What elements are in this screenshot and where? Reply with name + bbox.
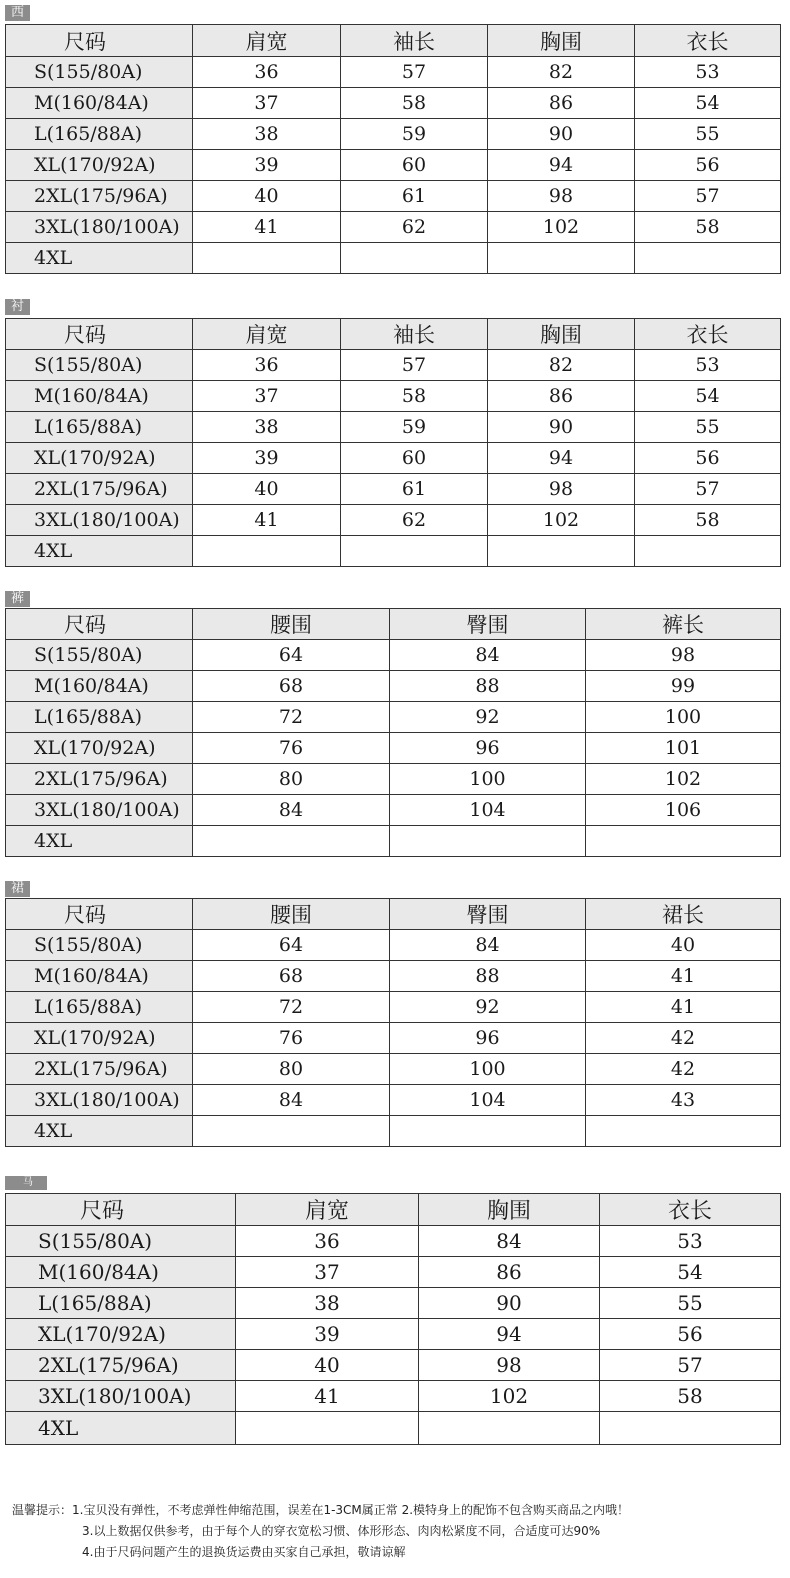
section-tag: 马: [5, 1176, 47, 1190]
table-cell: 96: [390, 733, 586, 764]
table-cell: 64: [193, 640, 390, 671]
size-label: S(155/80A): [6, 930, 193, 961]
table-row: [6, 119, 781, 150]
table-header-row: [6, 25, 781, 57]
table-cell: 62: [341, 505, 488, 536]
table-cell: [341, 243, 488, 274]
header-cell: 裙长: [586, 899, 781, 930]
table-cell: 41: [193, 212, 341, 243]
table-cell: 76: [193, 733, 390, 764]
table-cell: 57: [635, 181, 781, 212]
table-cell: 41: [586, 992, 781, 1023]
size-label: M(160/84A): [6, 381, 193, 412]
table-cell: [586, 826, 781, 857]
table-cell: 94: [488, 443, 635, 474]
section-tag: 裤: [5, 591, 30, 607]
table-cell: 40: [193, 474, 341, 505]
table-row: [6, 992, 781, 1023]
header-cell: 腰围: [193, 899, 390, 930]
table-cell: 41: [586, 961, 781, 992]
table-cell: 42: [586, 1054, 781, 1085]
table-row: [6, 57, 781, 88]
table-cell: 100: [390, 1054, 586, 1085]
table-cell: 100: [390, 764, 586, 795]
table-header-row: [6, 609, 781, 640]
table-cell: 58: [341, 88, 488, 119]
table-cell: 92: [390, 992, 586, 1023]
table-cell: 68: [193, 671, 390, 702]
table-cell: 40: [193, 181, 341, 212]
table-cell: 80: [193, 764, 390, 795]
table-cell: 64: [193, 930, 390, 961]
table-cell: 86: [419, 1257, 600, 1288]
table-row: [6, 350, 781, 381]
table-cell: 54: [635, 381, 781, 412]
table-cell: 38: [193, 119, 341, 150]
size-label: L(165/88A): [6, 1288, 236, 1319]
table-header-row: [6, 899, 781, 930]
size-label: L(165/88A): [6, 412, 193, 443]
table-cell: 39: [236, 1319, 419, 1350]
header-cell: 肩宽: [193, 319, 341, 350]
table-cell: [193, 826, 390, 857]
table-cell: 58: [600, 1381, 781, 1412]
table-row: [6, 733, 781, 764]
table-cell: 94: [419, 1319, 600, 1350]
table-header-row: [6, 1194, 781, 1226]
table-cell: 98: [586, 640, 781, 671]
section-tag: 衬: [5, 299, 30, 315]
table-row: [6, 443, 781, 474]
note-line: 温馨提示：1.宝贝没有弹性，不考虑弹性伸缩范围，误差在1-3CM属正常 2.模特身上的配饰不包含购买商品之内哦！: [12, 1503, 630, 1517]
table-row: [6, 1412, 781, 1445]
table-cell: 43: [586, 1085, 781, 1116]
size-label: S(155/80A): [6, 57, 193, 88]
size-label: 2XL(175/96A): [6, 181, 193, 212]
table-cell: 39: [193, 150, 341, 181]
size-table: [5, 898, 781, 1147]
size-table: [5, 608, 781, 857]
table-row: [6, 795, 781, 826]
header-cell: 肩宽: [193, 25, 341, 57]
size-label: 4XL: [6, 1412, 236, 1445]
size-label: 4XL: [6, 536, 193, 567]
header-cell: 袖长: [341, 25, 488, 57]
table-cell: 99: [586, 671, 781, 702]
table-cell: 68: [193, 961, 390, 992]
header-cell: 衣长: [635, 319, 781, 350]
size-label: 4XL: [6, 1116, 193, 1147]
table-row: [6, 826, 781, 857]
header-cell: 衣长: [635, 25, 781, 57]
table-cell: [193, 536, 341, 567]
table-cell: [635, 536, 781, 567]
table-row: [6, 764, 781, 795]
table-cell: 59: [341, 412, 488, 443]
table-cell: 100: [586, 702, 781, 733]
table-row: [6, 536, 781, 567]
table-cell: [193, 1116, 390, 1147]
table-cell: 53: [635, 57, 781, 88]
size-label: 4XL: [6, 243, 193, 274]
table-cell: 38: [236, 1288, 419, 1319]
size-label: M(160/84A): [6, 1257, 236, 1288]
table-cell: 98: [488, 474, 635, 505]
table-row: [6, 671, 781, 702]
table-cell: 56: [635, 150, 781, 181]
table-row: [6, 150, 781, 181]
header-cell: 胸围: [488, 319, 635, 350]
table-cell: 37: [193, 381, 341, 412]
size-table: [5, 318, 781, 567]
table-cell: 60: [341, 443, 488, 474]
table-row: [6, 961, 781, 992]
table-row: [6, 1381, 781, 1412]
header-cell: 胸围: [419, 1194, 600, 1226]
table-cell: 56: [635, 443, 781, 474]
table-cell: 57: [635, 474, 781, 505]
size-label: 3XL(180/100A): [6, 212, 193, 243]
size-label: 2XL(175/96A): [6, 1350, 236, 1381]
table-cell: 94: [488, 150, 635, 181]
size-label: 2XL(175/96A): [6, 764, 193, 795]
header-cell: 袖长: [341, 319, 488, 350]
size-label: 2XL(175/96A): [6, 474, 193, 505]
table-cell: 55: [635, 412, 781, 443]
size-label: XL(170/92A): [6, 150, 193, 181]
table-row: [6, 1116, 781, 1147]
table-cell: 76: [193, 1023, 390, 1054]
table-row: [6, 1319, 781, 1350]
table-cell: 102: [586, 764, 781, 795]
header-cell: 衣长: [600, 1194, 781, 1226]
table-cell: 42: [586, 1023, 781, 1054]
table-cell: 37: [193, 88, 341, 119]
table-row: [6, 243, 781, 274]
note-line: 4.由于尺码问题产生的退换货运费由买家自己承担，敬请谅解: [82, 1545, 406, 1559]
size-label: 3XL(180/100A): [6, 1381, 236, 1412]
table-cell: 39: [193, 443, 341, 474]
table-cell: 53: [600, 1226, 781, 1257]
table-cell: 72: [193, 992, 390, 1023]
header-cell: 臀围: [390, 899, 586, 930]
header-cell: 胸围: [488, 25, 635, 57]
header-cell: 尺码: [6, 319, 193, 350]
table-cell: 101: [586, 733, 781, 764]
table-cell: [600, 1412, 781, 1445]
size-label: L(165/88A): [6, 702, 193, 733]
table-cell: 86: [488, 88, 635, 119]
table-cell: 84: [390, 640, 586, 671]
table-row: [6, 505, 781, 536]
table-cell: 84: [193, 1085, 390, 1116]
size-label: 3XL(180/100A): [6, 1085, 193, 1116]
table-row: [6, 702, 781, 733]
table-cell: 92: [390, 702, 586, 733]
size-label: XL(170/92A): [6, 1023, 193, 1054]
table-cell: [586, 1116, 781, 1147]
table-row: [6, 381, 781, 412]
table-cell: 90: [488, 412, 635, 443]
table-cell: [635, 243, 781, 274]
table-cell: 80: [193, 1054, 390, 1085]
size-table: [5, 24, 781, 274]
table-cell: 36: [193, 350, 341, 381]
size-label: 3XL(180/100A): [6, 505, 193, 536]
table-cell: 38: [193, 412, 341, 443]
header-cell: 尺码: [6, 25, 193, 57]
table-cell: 90: [488, 119, 635, 150]
size-label: M(160/84A): [6, 961, 193, 992]
header-cell: 裤长: [586, 609, 781, 640]
table-cell: 53: [635, 350, 781, 381]
section-tag: 裙: [5, 881, 30, 897]
table-cell: 36: [193, 57, 341, 88]
size-notes: [12, 1500, 629, 1563]
table-cell: 84: [193, 795, 390, 826]
table-cell: 98: [419, 1350, 600, 1381]
table-cell: [419, 1412, 600, 1445]
table-cell: 84: [390, 930, 586, 961]
table-cell: [488, 536, 635, 567]
table-cell: 86: [488, 381, 635, 412]
table-cell: 58: [635, 505, 781, 536]
size-label: M(160/84A): [6, 88, 193, 119]
table-cell: [488, 243, 635, 274]
table-cell: 41: [236, 1381, 419, 1412]
table-row: [6, 1023, 781, 1054]
table-cell: 57: [341, 57, 488, 88]
table-cell: 55: [600, 1288, 781, 1319]
table-cell: 106: [586, 795, 781, 826]
table-cell: [341, 536, 488, 567]
table-row: [6, 1350, 781, 1381]
note-line: 3.以上数据仅供参考，由于每个人的穿衣宽松习惯、体形形态、肉肉松紧度不同，合适度可达90%: [82, 1524, 601, 1538]
table-cell: 59: [341, 119, 488, 150]
table-row: [6, 88, 781, 119]
size-label: 2XL(175/96A): [6, 1054, 193, 1085]
table-cell: 61: [341, 181, 488, 212]
header-cell: 臀围: [390, 609, 586, 640]
table-cell: 41: [193, 505, 341, 536]
table-cell: 57: [341, 350, 488, 381]
size-label: XL(170/92A): [6, 733, 193, 764]
header-cell: 尺码: [6, 899, 193, 930]
table-cell: 40: [236, 1350, 419, 1381]
size-label: XL(170/92A): [6, 443, 193, 474]
table-cell: 82: [488, 57, 635, 88]
table-cell: 58: [635, 212, 781, 243]
table-cell: [193, 243, 341, 274]
table-cell: 102: [488, 505, 635, 536]
table-row: [6, 181, 781, 212]
table-cell: 90: [419, 1288, 600, 1319]
table-cell: [390, 826, 586, 857]
table-cell: 62: [341, 212, 488, 243]
table-cell: 54: [635, 88, 781, 119]
table-row: [6, 1257, 781, 1288]
size-label: L(165/88A): [6, 992, 193, 1023]
table-cell: 54: [600, 1257, 781, 1288]
size-label: XL(170/92A): [6, 1319, 236, 1350]
table-cell: 96: [390, 1023, 586, 1054]
table-cell: 60: [341, 150, 488, 181]
table-cell: 82: [488, 350, 635, 381]
table-row: [6, 640, 781, 671]
table-cell: 57: [600, 1350, 781, 1381]
table-cell: [236, 1412, 419, 1445]
table-cell: 104: [390, 1085, 586, 1116]
table-cell: 72: [193, 702, 390, 733]
table-cell: [390, 1116, 586, 1147]
section-tag: 西: [5, 5, 30, 21]
table-cell: 88: [390, 961, 586, 992]
table-row: [6, 412, 781, 443]
table-row: [6, 930, 781, 961]
size-label: S(155/80A): [6, 1226, 236, 1257]
table-row: [6, 1085, 781, 1116]
table-cell: 58: [341, 381, 488, 412]
header-cell: 尺码: [6, 609, 193, 640]
size-label: M(160/84A): [6, 671, 193, 702]
table-cell: 55: [635, 119, 781, 150]
header-cell: 腰围: [193, 609, 390, 640]
table-row: [6, 1226, 781, 1257]
size-table: [5, 1193, 781, 1445]
table-cell: 36: [236, 1226, 419, 1257]
table-row: [6, 212, 781, 243]
size-label: S(155/80A): [6, 350, 193, 381]
table-cell: 102: [488, 212, 635, 243]
table-row: [6, 1054, 781, 1085]
table-row: [6, 1288, 781, 1319]
table-cell: 56: [600, 1319, 781, 1350]
size-label: S(155/80A): [6, 640, 193, 671]
table-cell: 98: [488, 181, 635, 212]
table-cell: 61: [341, 474, 488, 505]
table-cell: 40: [586, 930, 781, 961]
table-cell: 102: [419, 1381, 600, 1412]
header-cell: 肩宽: [236, 1194, 419, 1226]
table-row: [6, 474, 781, 505]
size-label: 4XL: [6, 826, 193, 857]
table-header-row: [6, 319, 781, 350]
table-cell: 88: [390, 671, 586, 702]
size-label: 3XL(180/100A): [6, 795, 193, 826]
table-cell: 104: [390, 795, 586, 826]
header-cell: 尺码: [6, 1194, 236, 1226]
table-cell: 37: [236, 1257, 419, 1288]
table-cell: 84: [419, 1226, 600, 1257]
size-label: L(165/88A): [6, 119, 193, 150]
